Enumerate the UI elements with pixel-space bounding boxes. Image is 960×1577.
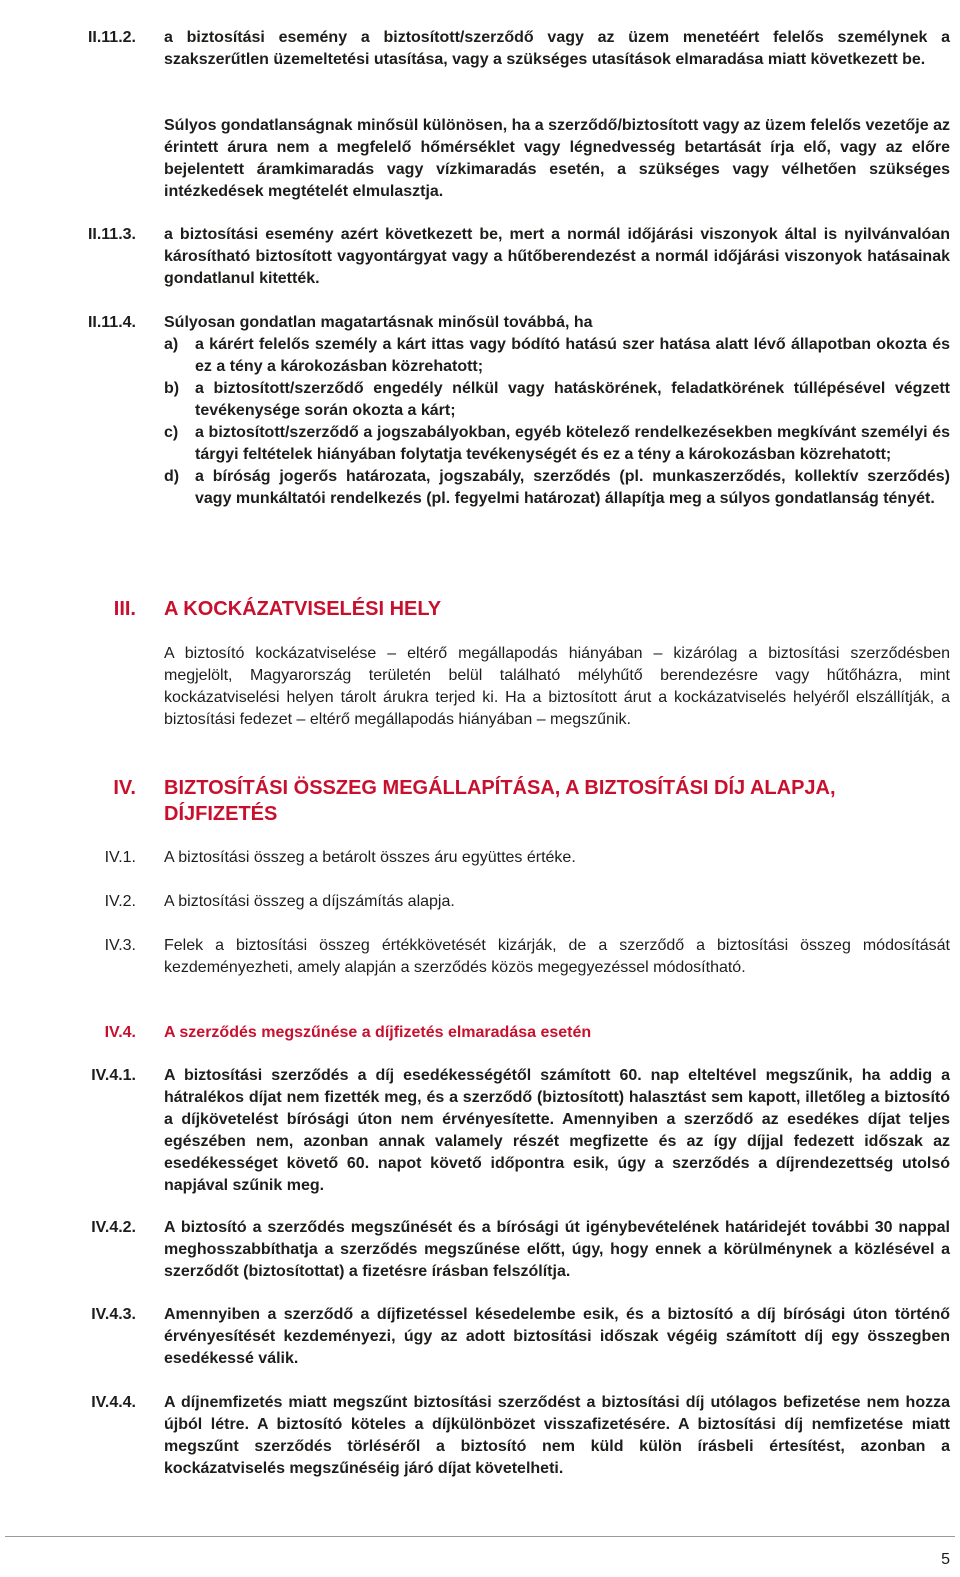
list-item (164, 334, 950, 378)
section-title: A KOCKÁZATVISELÉSI HELY (164, 598, 442, 620)
clause-text: a biztosítási esemény azért következett be, mert a normál időjárási viszonyok által is nyilvánvalóan károsítható biztosított vagyontárgyat vagy a hűtőberendezést a normál időjárási viszonyok hatásainak gondatlanul kitették. (164, 226, 950, 287)
clause-number: II.11.3. (87, 226, 136, 243)
clause-text: A biztosítási összeg a díjszámítás alapja. (164, 893, 455, 910)
item-text: a kárért felelős személy a kárt ittas vagy bódító hatású szer hatása alatt lévő állapotban okozta és ez a tény a károkozásban közrehatott; (195, 336, 950, 375)
clause-text: Amennyiben a szerződő a díjfizetéssel késedelembe esik, és a biztosító a díj bírósági úton történő érvényesítését kezdeményezi, úgy az adott biztosítási időszak végéig számított díj egy összegben esedékessé válik. (164, 1306, 950, 1367)
item-label: a) (164, 336, 179, 353)
page-number: 5 (941, 1551, 950, 1568)
clause-text: A biztosítási szerződés a díj esedékességétől számított 60. nap elteltével megszűnik, ha addig a hátralékos díjat nem fizették meg, és a szerződő (biztosított) halasztást sem kapott, illetőleg a biztosító a díjkövetelést bírósági úton nem érvényesítette. Amennyiben a szerződő az esedékes díjat teljes egészében nem, azonban annak valamely részét megfizette és az így díjjal fedezett időszak az esedékességet követő 60. napot követő időpontra esik, úgy a szerződés a díjrendezettség utolsó napjával szűnik meg. (164, 1067, 950, 1194)
section-number: III. (113, 598, 136, 620)
item-label: b) (164, 380, 180, 397)
clause-intro: Súlyosan gondatlan magatartásnak minősül továbbá, ha (164, 314, 593, 331)
clause-text: Felek a biztosítási összeg értékkövetését kizárják, de a szerződő a biztosítási összeg módosítását kezdeményezheti, amely alapján a szerződés közös megegyezéssel módosítható. (164, 937, 950, 976)
section-title: BIZTOSÍTÁSI ÖSSZEG MEGÁLLAPÍTÁSA, A BIZTOSÍTÁSI DÍJ ALAPJA, DÍJFIZETÉS (164, 777, 836, 825)
item-label: d) (164, 468, 180, 485)
section-text: A biztosító kockázatviselése – eltérő megállapodás hiányában – kizárólag a biztosítási szerződésben megjelölt, Magyarország területén belül található mélyhűtő berendezésre vagy hűtőházra, mint kockázatviselési helyen tárolt árukra terjed ki. Ha a biztosított árut a kockázatviselés helyéről elszállítják, a biztosítási fedezet – eltérő megállapodás hiányában – megszűnik. (164, 645, 950, 728)
clause-text: A díjnemfizetés miatt megszűnt biztosítási szerződést a biztosítási díj utólagos befizetése nem hozza újból létre. A biztosító köteles a díjkülönbözet visszafizetésére. A biztosítási díj nemfizetése miatt megszűnt szerződés törléséről a biztosító nem küld külön írásbeli értesítést, azonban a kockázatviselés megszűnéséig járó díjat követelheti. (164, 1394, 950, 1477)
clause-number: II.11.2. (87, 29, 136, 46)
list-item (164, 422, 950, 466)
item-text: a biztosított/szerződő engedély nélkül vagy hatáskörének, feladatkörének túllépésével végzett tevékenysége során okozta a kárt; (195, 380, 950, 419)
list-item (164, 466, 950, 510)
clause-number: IV.1. (104, 849, 136, 866)
clause-text: A biztosító a szerződés megszűnését és a bírósági út igénybevételének határidejét további 30 nappal meghosszabbíthatja a szerződés megszűnése előtt, úgy, hogy ennek a körülménynek a közlésével a szerződőt (biztosítottat) a fizetésre írásban felszólítja. (164, 1219, 950, 1280)
clause-number: IV.4.3. (91, 1306, 136, 1323)
item-label: c) (164, 424, 179, 441)
clause-number: IV.4.4. (91, 1394, 136, 1411)
item-text: a bíróság jogerős határozata, jogszabály, szerződés (pl. munkaszerződés, kollektív szerződés) vagy munkáltatói rendelkezés (pl. fegyelmi határozat) állapítja meg a súlyos gondatlanság tényét. (195, 468, 950, 507)
clause-number: IV.2. (104, 893, 136, 910)
subsection-title: A szerződés megszűnése a díjfizetés elmaradása esetén (164, 1024, 592, 1041)
clause-number: IV.4.2. (91, 1219, 136, 1236)
clause-body (164, 312, 950, 510)
footer-divider (5, 1536, 955, 1537)
section-number: IV. (113, 777, 136, 799)
clause-text: A biztosítási összeg a betárolt összes áru együttes értéke. (164, 849, 576, 866)
clause-number: IV.4.1. (91, 1067, 136, 1084)
clause-number: IV.3. (104, 937, 136, 954)
clause-number: IV.4. (104, 1024, 136, 1041)
list-item (164, 378, 950, 422)
item-text: a biztosított/szerződő a jogszabályokban, egyéb kötelező rendelkezésekben megkívánt személyi és tárgyi feltételek hiányában folytatja tevékenységét és ez a tény a károkozásban közrehatott; (195, 424, 950, 463)
clause-text: Súlyos gondatlanságnak minősül különösen, ha a szerződő/biztosított vagy az üzem felelős vezetője az érintett árura nem a megfelelő hőmérséklet vagy légnedvesség betartását írja elő, vagy az előre bejelentett áramkimaradás vagy vízkimaradás esetén, a szükséges vagy vélhetően szükséges intézkedések megtételét elmulasztja. (164, 117, 950, 200)
clause-text: a biztosítási esemény a biztosított/szerződő vagy az üzem menetéért felelős személynek a szakszerűtlen üzemeltetési utasítása, vagy a szükséges utasítások elmaradása miatt következett be. (164, 29, 950, 68)
clause-item-list (164, 334, 950, 510)
clause-number: II.11.4. (87, 314, 136, 331)
